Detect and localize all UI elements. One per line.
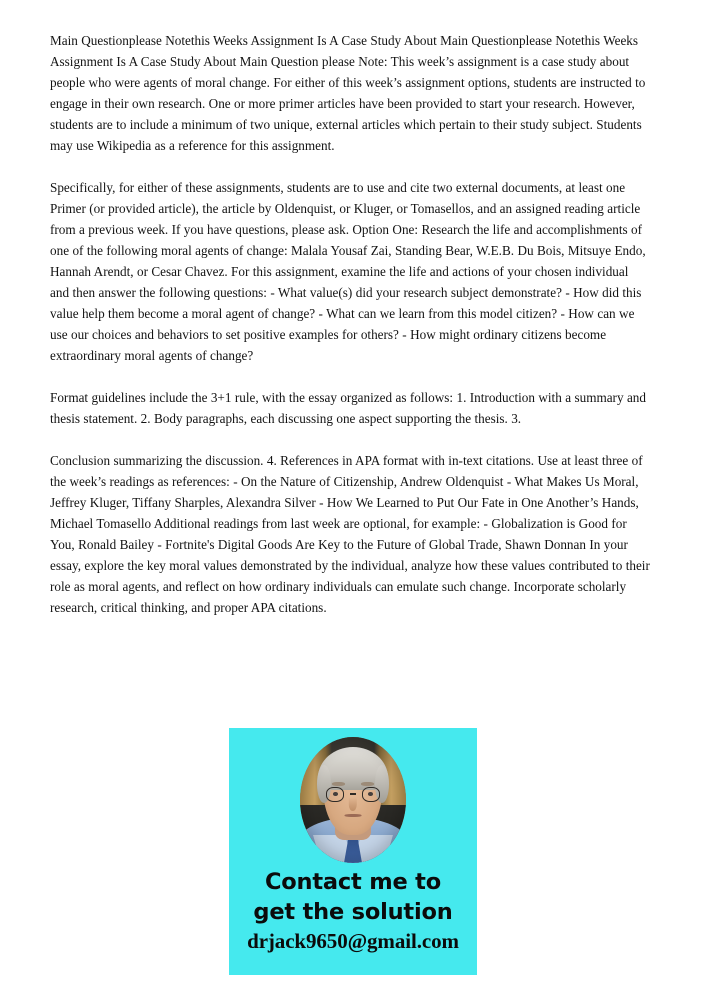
paragraph-2: Specifically, for either of these assignments, students are to use and cite two external documents, at least one Primer (or provided article), the article by Oldenquist, or Kluger, or Tomasellos, and an assigned reading article from a previous week. If you have questions, please ask. Option One: Research the life and accomplishments of one of the following moral agents of change: Malala Yousaf Zai, Standing Bear, W.E.B. Du Bois, Mitsuye Endo, Hannah Arendt, or Cesar Chavez. For this assignment, examine the life and actions of your chosen individual and then answer the following questions: - What value(s) did your research subject demonstrate? - How did this value help them become a moral agent of change? - What can we learn from this model citizen? - How can we use our choices and behaviors to set positive examples for others? - How might ordinary citizens become extraordinary moral agents of change? [50, 180, 650, 363]
paragraph-spacer [50, 429, 650, 450]
paragraph-spacer [50, 366, 650, 387]
paragraph-1: Main Questionplease Notethis Weeks Assignment Is A Case Study About Main Questionplease Notethis Weeks Assignment Is A Case Study About Main Question please Note: This week’s assignment is a case study about people who were agents of moral change. For either of this week’s assignment options, students are instructed to engage in their own research. One or more primer articles have been provided to start your research. However, students are to include a minimum of two unique, external articles which pertain to their study subject. Students may use Wikipedia as a reference for this assignment. [50, 33, 649, 153]
portrait-photo [300, 737, 406, 863]
paragraph-4: Conclusion summarizing the discussion. 4. References in APA format with in-text citations. Use at least three of the week’s readings as references: - On the Nature of Citizenship, Andrew Oldenquist - What Makes Us Moral, Jeffrey Kluger, Tiffany Sharples, Alexandra Silver - How We Learned to Put Our Fate in One Another’s Hands, Michael Tomasello Additional readings from last week are optional, for example: - Globalization is Good for You, Ronald Bailey - Fortnite's Digital Goods Are Key to the Future of Global Trade, Shawn Donnan In your essay, explore the key moral values demonstrated by the individual, analyze how these values contributed to their role as moral agents, and reflect on how ordinary individuals can emulate such change. Incorporate scholarly research, critical thinking, and proper APA citations. [50, 453, 654, 615]
paragraph-3: Format guidelines include the 3+1 rule, with the essay organized as follows: 1. Introduction with a summary and thesis statement. 2. Body paragraphs, each discussing one aspect supporting the thesis. 3. [50, 390, 650, 426]
portrait-vignette [300, 737, 406, 863]
contact-email-address[interactable]: drjack9650@gmail.com [247, 929, 459, 953]
banner-headline-line-2: get the solution [253, 899, 453, 925]
contact-banner [229, 728, 477, 975]
banner-headline-line-1: Contact me to [264, 869, 441, 895]
paragraph-spacer [50, 156, 650, 177]
document-text-body [50, 30, 654, 618]
